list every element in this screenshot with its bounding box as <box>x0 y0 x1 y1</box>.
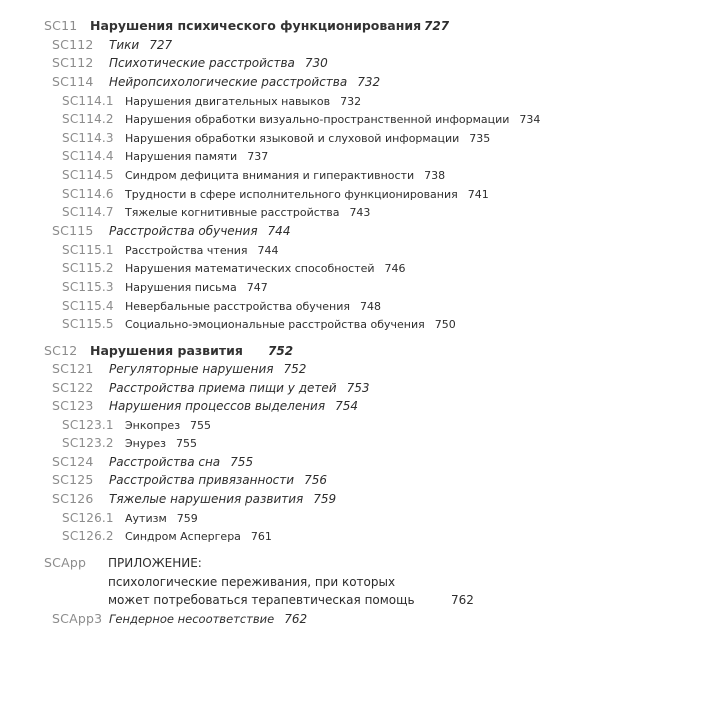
entry-page: 746 <box>384 262 406 275</box>
entry-title: Энурез <box>125 437 166 450</box>
entry-title: Нарушения обработки визуально-пространственной информации <box>125 113 510 126</box>
appendix-entry <box>44 556 202 570</box>
toc-entry <box>52 455 253 469</box>
entry-page: 730 <box>304 56 328 70</box>
toc-entry <box>52 473 327 487</box>
entry-title: Нарушения процессов выделения <box>109 399 326 413</box>
entry-title: Тики <box>109 38 140 52</box>
appendix-page: 762 <box>451 593 474 607</box>
entry-page: 756 <box>304 473 327 487</box>
toc-entry <box>62 317 456 332</box>
entry-page: 762 <box>284 612 308 626</box>
entry-title: Нарушения развития <box>90 343 243 358</box>
entry-page: 741 <box>467 188 489 201</box>
toc-entry <box>62 168 445 183</box>
entry-code: SC114.1 <box>62 94 114 108</box>
entry-code: SC121 <box>52 361 94 376</box>
entry-code: SC115 <box>52 223 94 238</box>
entry-code: SC112 <box>52 37 94 52</box>
entry-page: 744 <box>257 244 279 257</box>
entry-page: 744 <box>267 224 291 238</box>
toc-entry <box>62 299 381 314</box>
entry-code: SC114.4 <box>62 149 114 163</box>
entry-title: Расстройства сна <box>109 455 221 469</box>
entry-page: 753 <box>346 381 370 395</box>
entry-title: Нарушения письма <box>125 281 237 294</box>
entry-title: Тяжелые когнитивные расстройства <box>125 206 340 219</box>
entry-title: Социально-эмоциональные расстройства обучения <box>125 318 425 331</box>
entry-code: SC126.1 <box>62 511 114 525</box>
entry-page: 761 <box>250 530 272 543</box>
appendix-line-2: может потребоваться терапевтическая помощь <box>108 593 415 607</box>
entry-code: SC123 <box>52 398 94 413</box>
appendix-code: SCApp <box>44 555 87 570</box>
toc-entry <box>52 381 369 395</box>
entry-code: SC123.2 <box>62 436 114 450</box>
entry-page: 727 <box>149 38 173 52</box>
toc-entry <box>52 38 172 52</box>
toc-entry <box>52 75 380 89</box>
entry-title: Регуляторные нарушения <box>109 362 274 376</box>
entry-code: SC115.1 <box>62 243 114 257</box>
toc-entry <box>62 529 272 544</box>
appendix-heading: ПРИЛОЖЕНИЕ: <box>108 556 202 570</box>
entry-title: Расстройства приема пищи у детей <box>109 381 337 395</box>
entry-code: SC114.6 <box>62 187 114 201</box>
entry-page: 750 <box>434 318 456 331</box>
entry-title: Нарушения обработки языковой и слуховой информации <box>125 132 460 145</box>
toc-entry <box>62 280 268 295</box>
toc-entry <box>52 612 307 626</box>
entry-code: SC125 <box>52 472 94 487</box>
entry-code: SC114 <box>52 74 94 89</box>
entry-title: Нарушения памяти <box>125 150 238 163</box>
entry-title: Энкопрез <box>125 419 181 432</box>
entry-title: Гендерное несоответствие <box>109 612 275 626</box>
entry-title: Нарушения психического функционирования <box>90 18 422 33</box>
entry-code: SC115.2 <box>62 261 114 275</box>
toc-entry <box>62 187 489 202</box>
toc-entry <box>62 205 370 220</box>
toc-entry <box>62 511 198 526</box>
toc-entry <box>62 149 268 164</box>
toc-entry <box>44 344 243 358</box>
entry-page: 752 <box>283 362 307 376</box>
entry-title: Расстройства привязанности <box>109 473 295 487</box>
entry-page: 727 <box>424 19 450 33</box>
entry-code: SC114.2 <box>62 112 114 126</box>
entry-title: Невербальные расстройства обучения <box>125 300 350 313</box>
entry-title: Нарушения двигательных навыков <box>125 95 331 108</box>
entry-code: SC112 <box>52 55 94 70</box>
entry-page: 759 <box>176 512 198 525</box>
entry-page: 748 <box>359 300 381 313</box>
entry-code: SC124 <box>52 454 94 469</box>
entry-code: SC126.2 <box>62 529 114 543</box>
toc-entry <box>62 112 540 127</box>
toc-entry <box>52 224 290 238</box>
toc-entry <box>62 436 197 451</box>
entry-page: 752 <box>268 344 294 358</box>
entry-code: SC123.1 <box>62 418 114 432</box>
entry-title: Тяжелые нарушения развития <box>109 492 304 506</box>
entry-code: SCApp3 <box>52 611 103 626</box>
entry-page: 743 <box>349 206 371 219</box>
entry-title: Расстройства обучения <box>109 224 258 238</box>
toc-entry <box>52 399 358 413</box>
entry-code: SC115.4 <box>62 299 114 313</box>
toc-entry <box>52 362 306 376</box>
entry-page: 759 <box>313 492 337 506</box>
entry-title: Расстройства чтения <box>125 244 248 257</box>
entry-code: SC115.5 <box>62 317 114 331</box>
entry-page: 747 <box>246 281 268 294</box>
entry-title: Трудности в сфере исполнительного функционирования <box>125 188 458 201</box>
entry-code: SC11 <box>44 18 78 33</box>
entry-title: Аутизм <box>125 512 167 525</box>
entry-code: SC126 <box>52 491 94 506</box>
toc-entry <box>52 492 336 506</box>
entry-title: Синдром Аспергера <box>125 530 241 543</box>
entry-page: 754 <box>335 399 358 413</box>
entry-title: Нарушения математических способностей <box>125 262 375 275</box>
toc-entry <box>62 418 211 433</box>
entry-page: 732 <box>340 95 362 108</box>
toc-entry <box>62 94 361 109</box>
entry-page: 755 <box>190 419 212 432</box>
toc-entry <box>44 19 421 33</box>
entry-code: SC115.3 <box>62 280 114 294</box>
entry-code: SC114.7 <box>62 205 114 219</box>
entry-code: SC122 <box>52 380 94 395</box>
entry-page: 755 <box>230 455 254 469</box>
entry-page: 737 <box>247 150 269 163</box>
entry-page: 735 <box>469 132 491 145</box>
toc-entry <box>62 243 279 258</box>
toc-entry <box>62 131 490 146</box>
appendix-line-1: психологические переживания, при которых <box>108 575 396 589</box>
entry-page: 732 <box>357 75 381 89</box>
entry-code: SC114.3 <box>62 131 114 145</box>
entry-code: SC114.5 <box>62 168 114 182</box>
entry-page: 734 <box>519 113 541 126</box>
entry-title: Психотические расстройства <box>109 56 295 70</box>
toc-entry <box>52 56 328 70</box>
entry-code: SC12 <box>44 343 78 358</box>
toc-entry <box>62 261 406 276</box>
entry-page: 755 <box>175 437 197 450</box>
entry-title: Нейропсихологические расстройства <box>109 75 348 89</box>
entry-page: 738 <box>424 169 446 182</box>
entry-title: Синдром дефицита внимания и гиперактивности <box>125 169 415 182</box>
